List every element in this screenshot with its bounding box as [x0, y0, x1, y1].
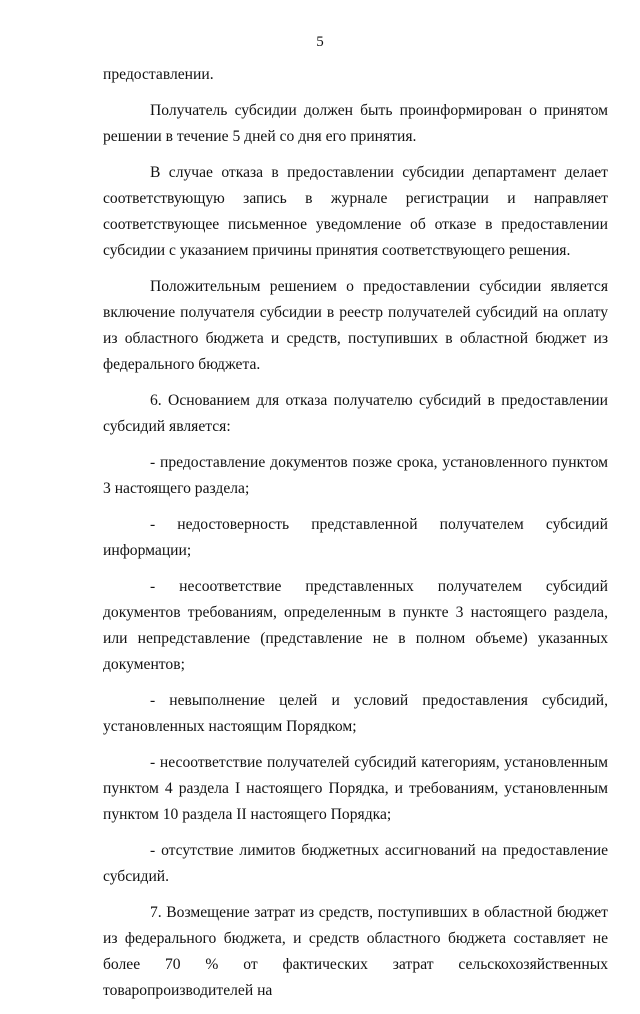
- paragraph-cost-reimbursement: 7. Возмещение затрат из средств, поступивших в областной бюджет из федерального бюджета, и средств областного бюджета составляет не более 70 % от фактических затрат сельскохозяйственных товаропроизводителей на: [103, 904, 608, 999]
- list-item-category-mismatch: - несоответствие получателей субсидий категориям, установленным пунктом 4 раздела I настоящего Порядка, и требованиям, установленным пунктом 10 раздела II настоящего Порядка;: [103, 754, 608, 823]
- page-number: 5: [316, 34, 324, 50]
- list-item-false-information: - недостоверность представленной получателем субсидий информации;: [103, 516, 608, 559]
- list-item-goals-not-met: - невыполнение целей и условий предоставления субсидий, установленных настоящим Порядком;: [103, 692, 608, 735]
- paragraph-refusal-grounds: 6. Основанием для отказа получателю субсидий в предоставлении субсидий является:: [103, 392, 608, 435]
- list-item-late-documents: - предоставление документов позже срока, установленного пунктом 3 настоящего раздела;: [103, 454, 608, 497]
- paragraph-notification: Получатель субсидии должен быть проинформирован о принятом решении в течение 5 дней со дня его принятия.: [103, 102, 608, 145]
- list-item-no-budget-limits: - отсутствие лимитов бюджетных ассигнований на предоставление субсидий.: [103, 842, 608, 885]
- document-body: [103, 62, 608, 1014]
- paragraph-positive-decision: Положительным решением о предоставлении субсидии является включение получателя субсидии в реестр получателей субсидий на оплату из областного бюджета и средств, поступивших в областной бюджет из федерального бюджета.: [103, 278, 608, 373]
- paragraph-refusal-record: В случае отказа в предоставлении субсидии департамент делает соответствующую запись в журнале регистрации и направляет соответствующее письменное уведомление об отказе в предоставлении субсидии с указанием причины принятия соответствующего решения.: [103, 164, 608, 259]
- list-item-document-mismatch: - несоответствие представленных получателем субсидий документов требованиям, определенным в пункте 3 настоящего раздела, или непредставление (представление не в полном объеме) указанных документов;: [103, 578, 608, 673]
- paragraph-continuation: предоставлении.: [103, 66, 214, 83]
